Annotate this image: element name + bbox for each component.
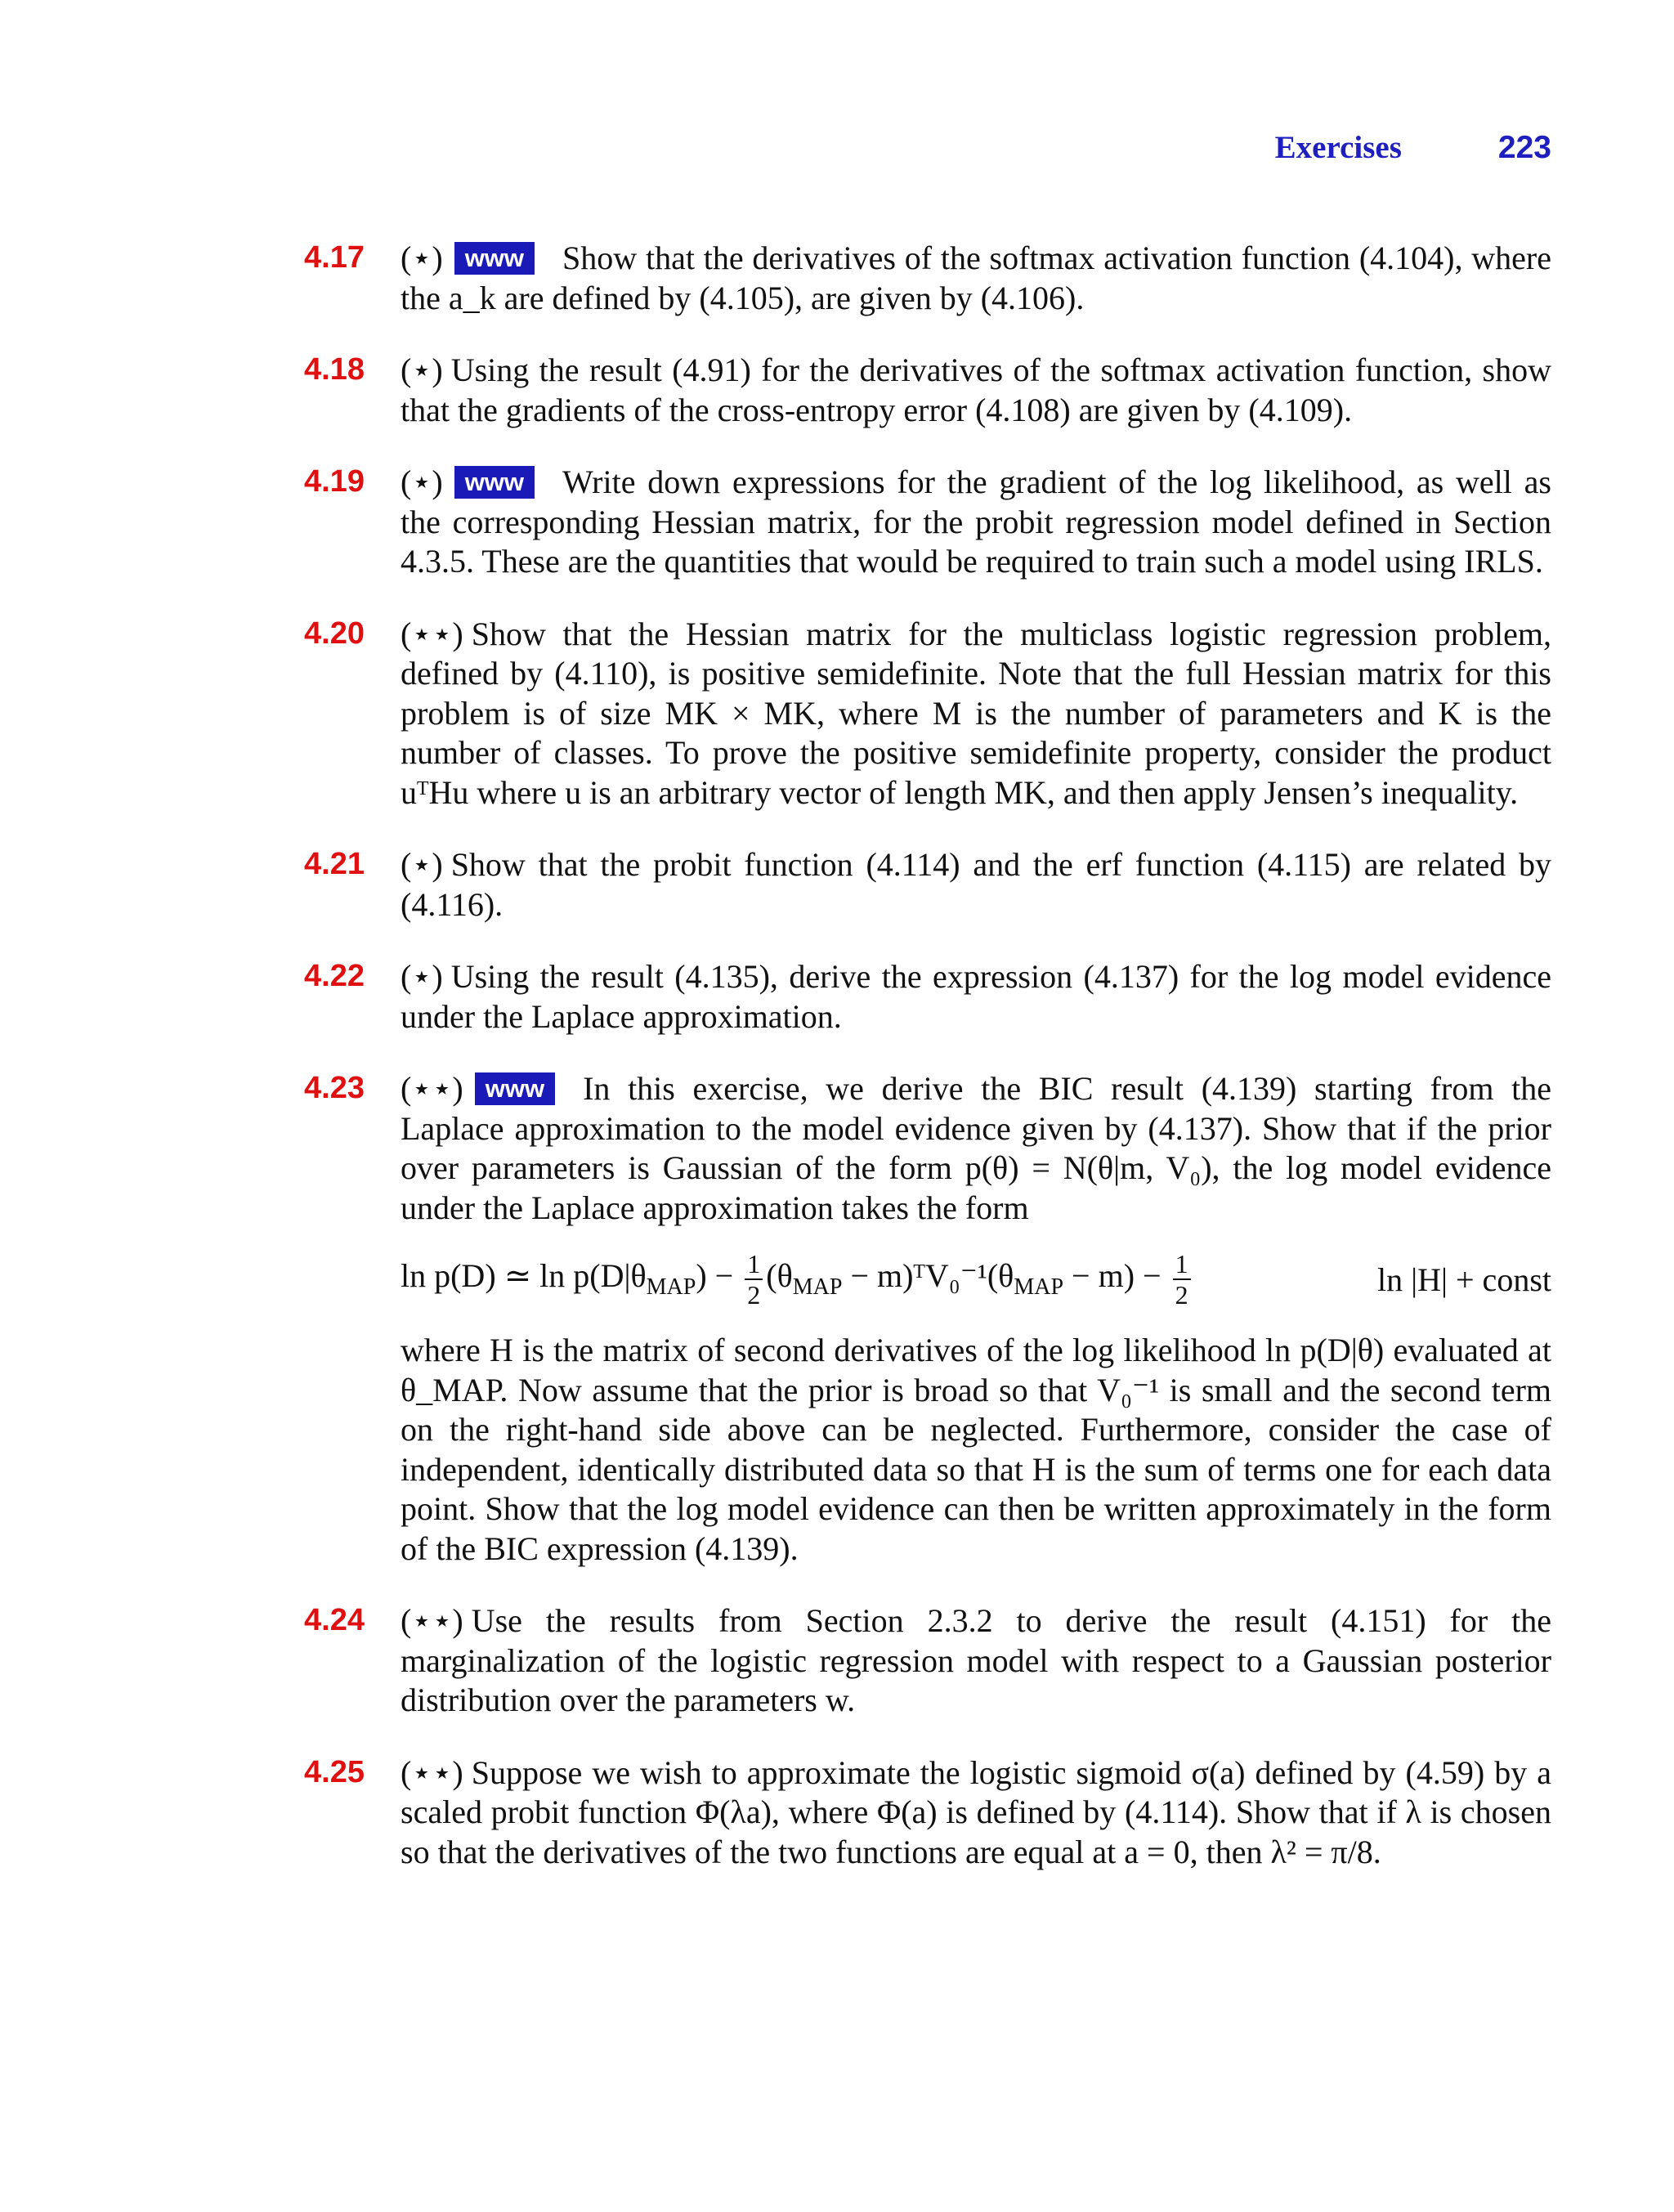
- difficulty-stars: (⋆): [401, 958, 443, 995]
- eq-quadratic-term: (θ: [766, 1257, 793, 1295]
- exercise-number: 4.24: [304, 1603, 365, 1637]
- eq-lhs: ln p(D) ≃ ln p(D|θ: [401, 1257, 647, 1295]
- exercise-number: 4.19: [304, 464, 365, 499]
- eq-lhs-close: ) −: [696, 1257, 734, 1295]
- exercise-text: Show that the probit function (4.114) and the erf function (4.115) are related by (4.116).: [401, 846, 1551, 923]
- exercise-4-21: [304, 845, 1551, 925]
- exercise-number: 4.18: [304, 352, 365, 387]
- exercise-number: 4.25: [304, 1754, 365, 1789]
- exercise-4-25: [304, 1753, 1551, 1873]
- exercise-number: 4.21: [304, 847, 365, 881]
- exercise-text-continued: where H is the matrix of second derivatives of the log likelihood ln p(D|θ) evaluated at θ_MAP. Now assume that the prior is broad so that V₀⁻¹ is small and the second term on the right-hand side above can be neglected. Furthermore, consider the case of independent, identically distributed data so that H is the sum of terms one for each data point. Show that the log model evidence can then be written approximately in the form of the BIC expression (4.139).: [401, 1332, 1551, 1567]
- exercise-text: Show that the Hessian matrix for the multiclass logistic regression problem, defined by (4.110), is positive semidefinite. Note that the full Hessian matrix for this problem is of size MK × MK, where M is the number of parameters and K is the number of classes. To prove the positive semidefinite property, consider the product uᵀHu where u is an arbitrary vector of length MK, and then apply Jensen’s inequality.: [401, 615, 1551, 811]
- exercise-4-17: [304, 239, 1551, 318]
- exercise-4-24: [304, 1601, 1551, 1721]
- exercise-4-22: [304, 957, 1551, 1037]
- header-section-title: Exercises: [1274, 130, 1402, 165]
- exercise-number: 4.17: [304, 240, 365, 275]
- exercise-4-19: [304, 463, 1551, 582]
- eq-rhs: ln |H| + const: [1376, 1260, 1551, 1298]
- exercise-text: Show that the derivatives of the softmax activation function (4.104), where the a_k are defined by (4.105), are given by (4.106).: [401, 240, 1551, 316]
- eq-fraction-half: $\frac{1}{2}$: [745, 1249, 763, 1310]
- difficulty-stars: (⋆⋆): [401, 1753, 463, 1791]
- exercise-text: Suppose we wish to approximate the logistic sigmoid σ(a) defined by (4.59) by a scaled probit function Φ(λa), where Φ(a) is defined by (4.114). Show that if λ is chosen so that the derivatives of the two functions are equal at a = 0, then λ² = π/8.: [401, 1753, 1551, 1870]
- eq-quadratic-middle: − m)ᵀV₀⁻¹(θ: [842, 1257, 1014, 1295]
- www-badge[interactable]: www: [454, 466, 535, 499]
- exercise-text: Using the result (4.91) for the derivatives of the softmax activation function, show that the gradients of the cross-entropy error (4.108) are given by (4.109).: [401, 352, 1551, 428]
- difficulty-stars: (⋆⋆): [401, 1070, 463, 1107]
- difficulty-stars: (⋆⋆): [401, 615, 463, 652]
- eq-fraction-half: $\frac{1}{2}$: [1173, 1249, 1191, 1310]
- www-badge[interactable]: www: [475, 1072, 555, 1105]
- difficulty-stars: (⋆⋆): [401, 1602, 463, 1639]
- exercise-list: [304, 239, 1551, 1905]
- exercise-4-18: [304, 351, 1551, 430]
- running-header: [1275, 129, 1551, 166]
- eq-map-subscript: MAP: [1014, 1274, 1064, 1301]
- difficulty-stars: (⋆): [401, 463, 443, 500]
- exercise-text: Using the result (4.135), derive the expression (4.137) for the log model evidence under the Laplace approximation.: [401, 958, 1551, 1035]
- exercise-number: 4.23: [304, 1071, 365, 1105]
- exercise-text: In this exercise, we derive the BIC result (4.139) starting from the Laplace approximation to the model evidence given by (4.137). Show that if the prior over parameters is Gaussian of the form p(θ) = N(θ|m, V₀), the log model evidence under the Laplace approximation takes the form: [401, 1070, 1551, 1226]
- eq-lhs-subscript: MAP: [646, 1274, 696, 1301]
- difficulty-stars: (⋆): [401, 352, 443, 388]
- www-badge[interactable]: www: [454, 242, 535, 275]
- page-number: 223: [1497, 130, 1551, 165]
- difficulty-stars: (⋆): [401, 846, 443, 883]
- exercise-4-23: [304, 1069, 1551, 1569]
- exercise-text: Write down expressions for the gradient of the log likelihood, as well as the corresponding Hessian matrix, for the probit regression model defined in Section 4.3.5. These are the quantities that would be required to train such a model using IRLS.: [401, 463, 1551, 580]
- exercise-4-20: [304, 615, 1551, 813]
- exercise-number: 4.22: [304, 959, 365, 993]
- difficulty-stars: (⋆): [401, 240, 443, 276]
- laplace-evidence-equation: [401, 1249, 1551, 1310]
- eq-map-subscript: MAP: [792, 1274, 843, 1301]
- exercise-text: Use the results from Section 2.3.2 to derive the result (4.151) for the marginalization of the logistic regression model with respect to a Gaussian posterior distribution over the parameters w.: [401, 1602, 1551, 1718]
- eq-quadratic-end: − m) −: [1063, 1257, 1162, 1295]
- exercise-number: 4.20: [304, 616, 365, 651]
